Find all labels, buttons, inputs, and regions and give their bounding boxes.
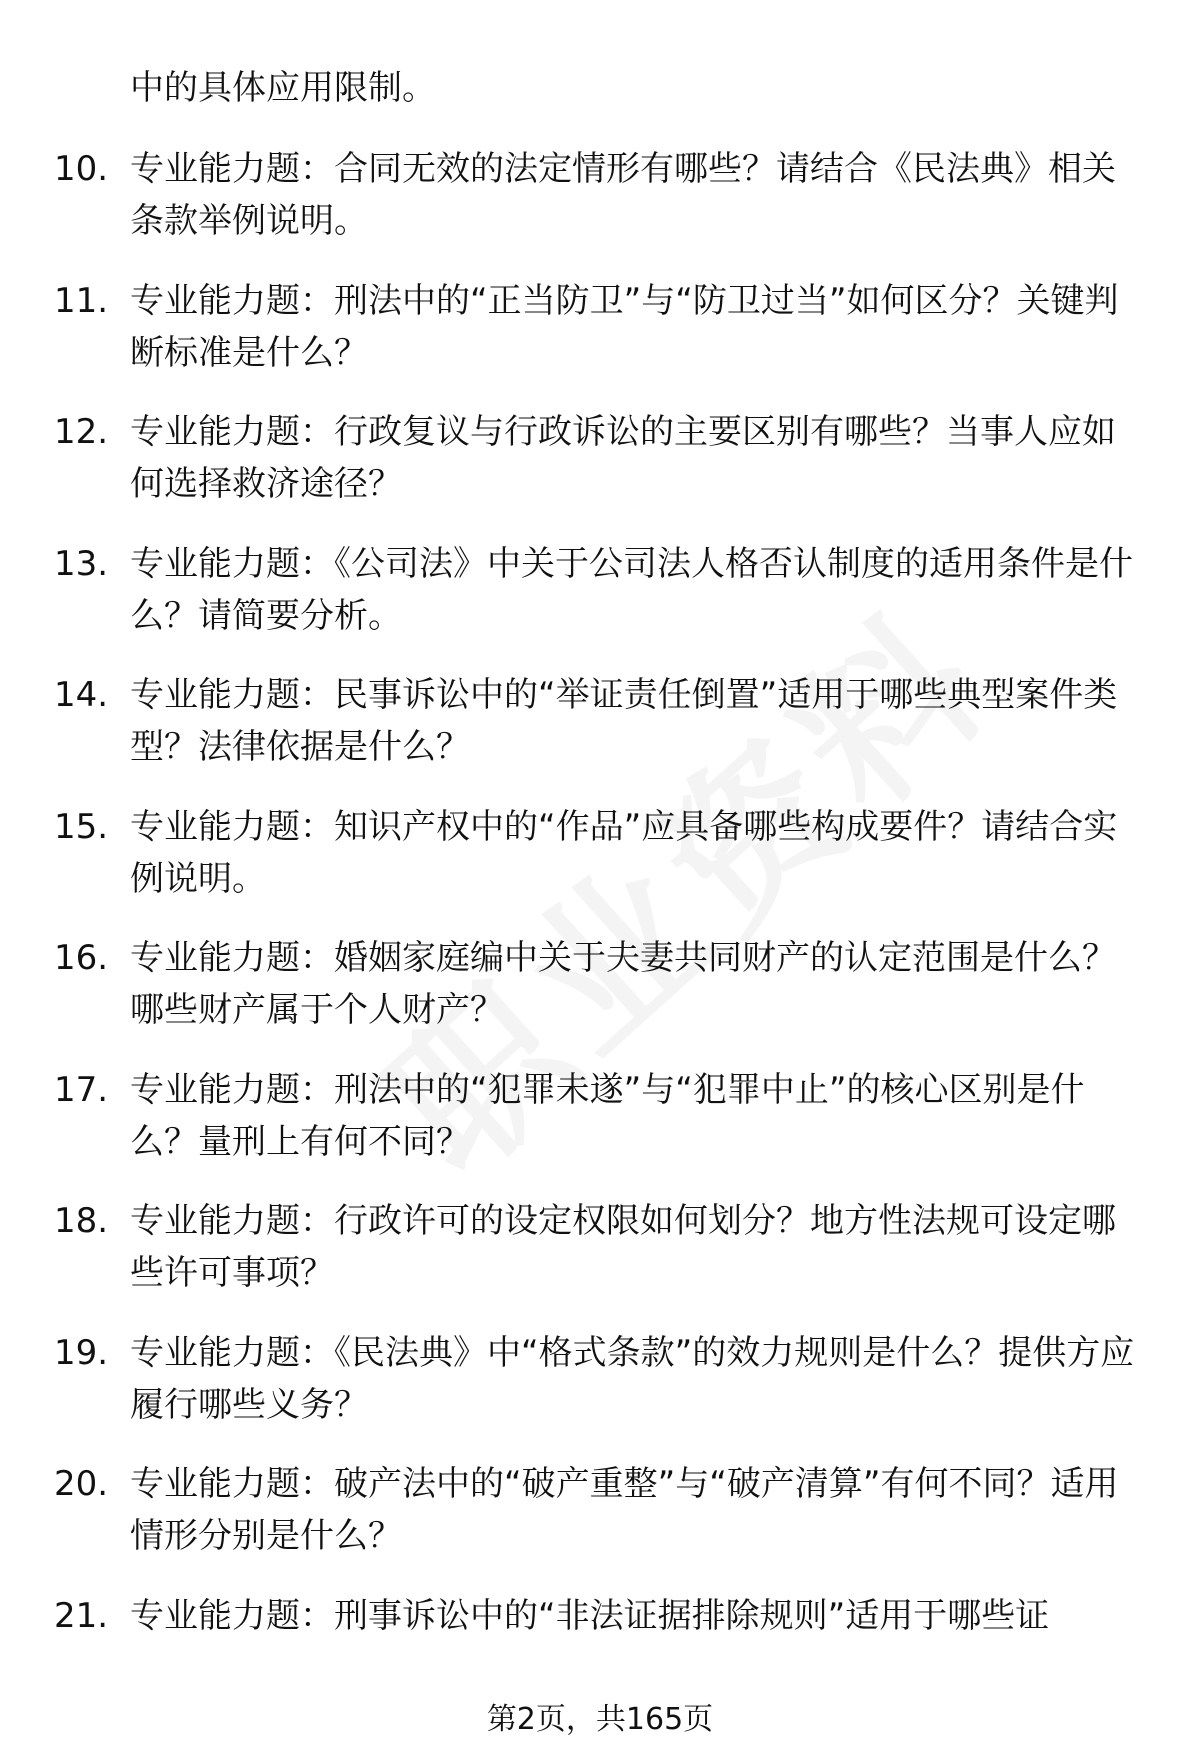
list-item	[0, 932, 1200, 1036]
list-item	[0, 801, 1200, 905]
question-number: 16.	[54, 938, 109, 978]
question-text: 专业能力题：知识产权中的“作品”应具备哪些构成要件？请结合实例说明。	[130, 806, 1118, 899]
question-list	[0, 143, 1200, 1721]
list-item	[0, 275, 1200, 379]
question-text: 专业能力题：破产法中的“破产重整”与“破产清算”有何不同？适用情形分别是什么？	[130, 1464, 1119, 1556]
question-number: 20.	[54, 1464, 109, 1504]
list-item	[0, 1590, 1200, 1694]
list-item	[0, 1327, 1200, 1431]
list-item	[0, 538, 1200, 642]
page-footer: 第2页，共165页	[486, 1702, 714, 1737]
question-number: 15.	[54, 806, 109, 847]
continuation-text: 中的具体应用限制。	[130, 68, 436, 108]
question-text: 专业能力题：行政复议与行政诉讼的主要区别有哪些？当事人应如何选择救济途径？	[130, 412, 1116, 504]
question-number: 12.	[54, 412, 109, 452]
question-number: 11.	[54, 280, 109, 321]
question-number: 10.	[54, 149, 109, 189]
list-item	[0, 669, 1200, 773]
question-text: 专业能力题：婚姻家庭编中关于夫妻共同财产的认定范围是什么？哪些财产属于个人财产？	[130, 938, 1116, 1030]
list-item	[0, 406, 1200, 510]
question-number: 17.	[54, 1069, 109, 1110]
question-number: 21.	[54, 1595, 109, 1636]
question-text: 专业能力题：《民法典》中“格式条款”的效力规则是什么？提供方应履行哪些义务？	[130, 1332, 1135, 1425]
question-text: 专业能力题：合同无效的法定情形有哪些？请结合《民法典》相关条款举例说明。	[130, 149, 1116, 241]
question-number: 19.	[54, 1332, 109, 1373]
question-text: 专业能力题：刑事诉讼中的“非法证据排除规则”适用于哪些证	[130, 1595, 1050, 1636]
list-item	[0, 143, 1200, 247]
question-text: 专业能力题：行政许可的设定权限如何划分？地方性法规可设定哪些许可事项？	[130, 1201, 1116, 1293]
question-text: 专业能力题：民事诉讼中的“举证责任倒置”适用于哪些典型案件类型？法律依据是什么？	[130, 675, 1118, 767]
question-number: 14.	[54, 675, 109, 715]
list-item	[0, 1195, 1200, 1299]
question-text: 专业能力题：刑法中的“正当防卫”与“防卫过当”如何区分？关键判断标准是什么？	[130, 280, 1119, 373]
list-item	[0, 1458, 1200, 1562]
question-text: 专业能力题：刑法中的“犯罪未遂”与“犯罪中止”的核心区别是什么？量刑上有何不同？	[130, 1069, 1085, 1162]
list-item	[0, 1064, 1200, 1168]
question-number: 18.	[54, 1201, 109, 1241]
question-number: 13.	[54, 543, 109, 584]
question-text: 专业能力题：《公司法》中关于公司法人格否认制度的适用条件是什么？请简要分析。	[130, 543, 1133, 636]
